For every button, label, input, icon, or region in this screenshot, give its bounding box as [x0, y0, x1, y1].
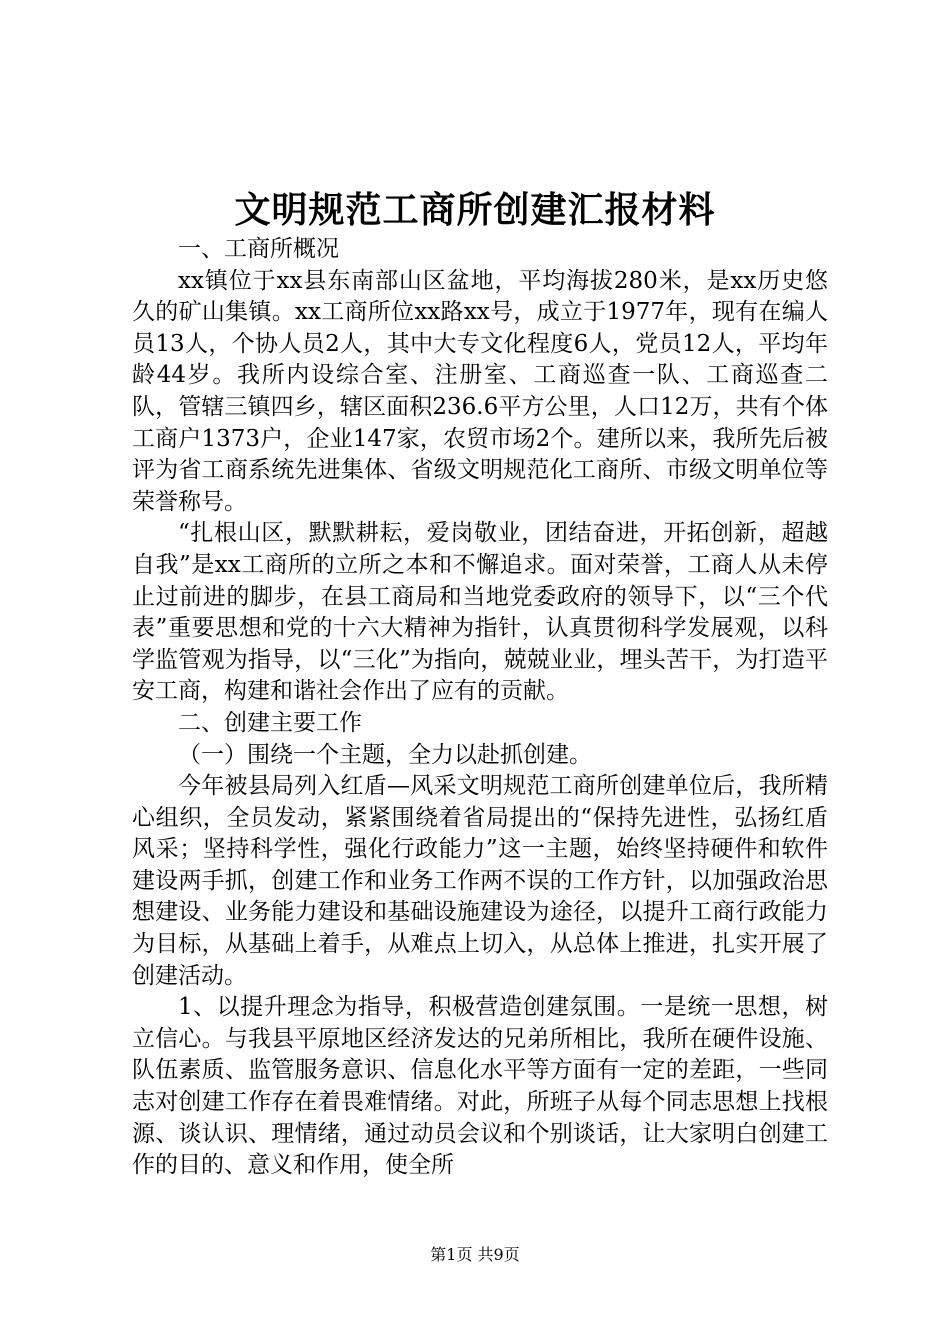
section-heading: 二、创建主要工作	[178, 709, 362, 736]
page-footer: 第1页 共9页	[430, 1245, 520, 1264]
document-body	[132, 234, 828, 1182]
subsection-heading: （一）围绕一个主题，全力以赴抓创建。	[178, 741, 592, 768]
body-paragraph: 1、以提升理念为指导，积极营造创建氛围。一是统一思想，树立信心。与我县平原地区经济发达的兄弟所相比，我所在硬件设施、队伍素质、监管服务意识、信息化水平等方面有一定的差距，一些同志对创建工作存在着畏难情绪。对此，所班子从每个同志思想上找根源、谈认识、理情绪，通过动员会议和个别谈话，让大家明白创建工作的目的、意义和作用，使全所	[132, 994, 828, 1179]
body-paragraph: 今年被县局列入红盾—风采文明规范工商所创建单位后，我所精心组织，全员发动，紧紧围绕着省局提出的“保持先进性，弘扬红盾风采；坚持科学性，强化行政能力”这一主题，始终坚持硬件和软件建设两手抓，创建工作和业务工作两不误的工作方针，以加强政治思想建设、业务能力建设和基础设施建设为途径，以提升工商行政能力为目标，从基础上着手，从难点上切入，从总体上推进，扎实开展了创建活动。	[132, 773, 828, 989]
body-paragraph: xx镇位于xx县东南部山区盆地，平均海拔280米，是xx历史悠久的矿山集镇。xx工商所位xx路xx号，成立于1977年，现有在编人员13人，个协人员2人，其中大专文化程度6人，党员12人，平均年龄44岁。我所内设综合室、注册室、工商巡查一队、工商巡查二队，管辖三镇四乡，辖区面积236.6平方公里，人口12万，共有个体工商户1373户，企业147家，农贸市场2个。建所以来，我所先后被评为省工商系统先进集体、省级文明规范化工商所、市级文明单位等荣誉称号。	[132, 267, 828, 515]
document-title: 文明规范工商所创建汇报材料	[234, 189, 716, 231]
body-paragraph: “扎根山区，默默耕耘，爱岗敬业，团结奋进，开拓创新，超越自我”是xx工商所的立所之本和不懈追求。面对荣誉，工商人从未停止过前进的脚步，在县工商局和当地党委政府的领导下，以“三个代表”重要思想和党的十六大精神为指针，认真贯彻科学发展观，以科学监管观为指导，以“三化”为指向，兢兢业业，埋头苦干，为打造平安工商，构建和谐社会作出了应有的贡献。	[132, 520, 828, 705]
section-heading: 一、工商所概况	[178, 236, 339, 262]
